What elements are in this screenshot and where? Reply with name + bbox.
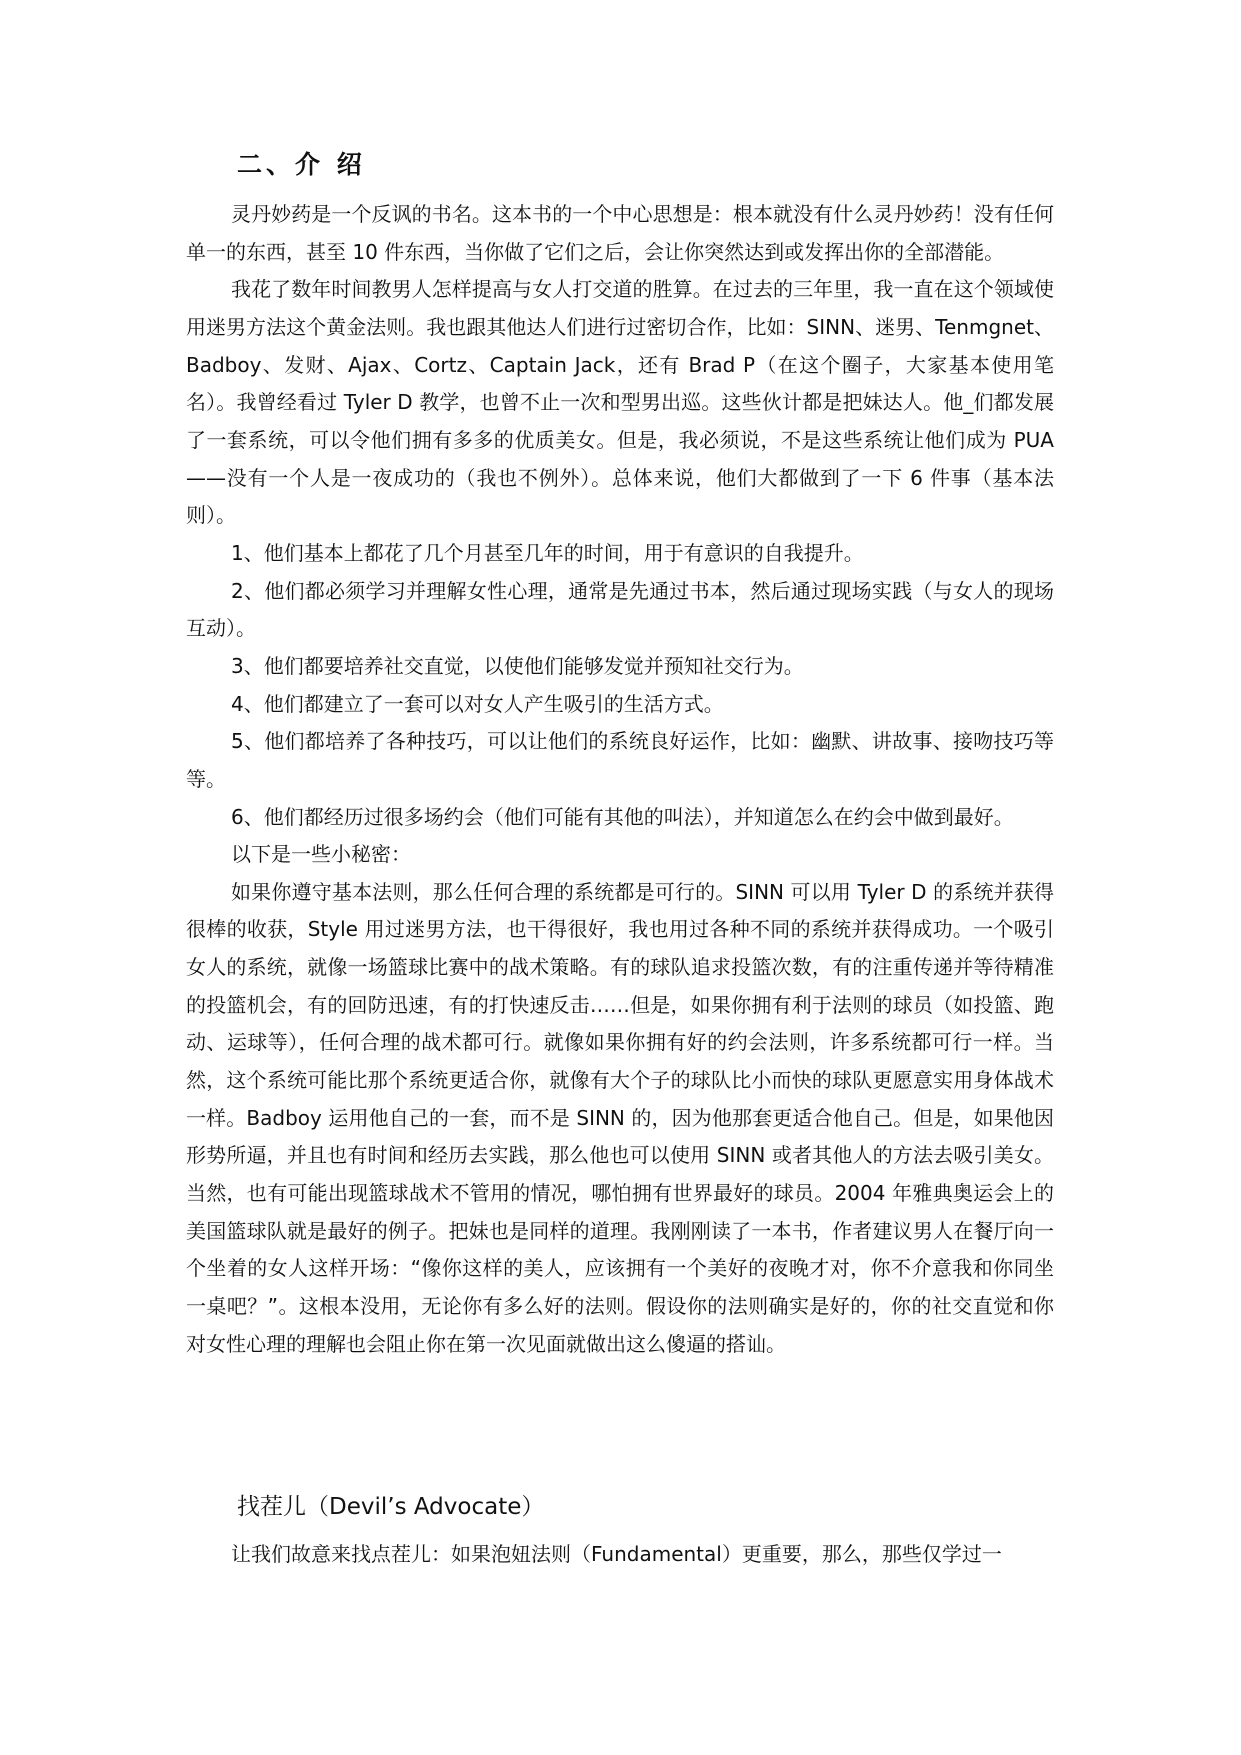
- paragraph-secrets: 如果你遵守基本法则，那么任何合理的系统都是可行的。SINN 可以用 Tyler D 的系统并获得很棒的收获，Style 用过迷男方法，也干得很好，我也用过各种不同的系统并获得成功。一个吸引女人的系统，就像一场篮球比赛中的战术策略。有的球队追求投篮次数，有的注重传递并等待精准的投篮机会，有的回防迅速，有的打快速反击……但是，如果你拥有利于法则的球员（如投篮、跑动、运球等），任何合理的战术都可行。就像如果你拥有好的约会法则，许多系统都可行一样。当然，这个系统可能比那个系统更适合你，就像有大个子的球队比小而快的球队更愿意实用身体战术一样。Badboy 运用他自己的一套，而不是 SINN 的，因为他那套更适合他自己。但是，如果他因形势所逼，并且也有时间和经历去实践，那么他也可以使用 SINN 或者其他人的方法去吸引美女。当然，也有可能出现篮球战术不管用的情况，哪怕拥有世界最好的球员。2004 年雅典奥运会上的美国篮球队就是最好的例子。把妹也是同样的道理。我刚刚读了一本书，作者建议男人在餐厅向一个坐着的女人这样开场：“像你这样的美人，应该拥有一个美好的夜晚才对，你不介意我和你同坐一桌吧？”。这根本没用，无论你有多么好的法则。假设你的法则确实是好的，你的社交直觉和你对女性心理的理解也会阻止你在第一次见面就做出这么傻逼的搭讪。: [186, 879, 1054, 1356]
- list-item-1: 1、他们基本上都花了几个月甚至几年的时间，用于有意识的自我提升。: [231, 540, 864, 565]
- list-item-6: 6、他们都经历过很多场约会（他们可能有其他的叫法），并知道怎么在约会中做到最好。: [231, 804, 1014, 829]
- list-item-5: 5、他们都培养了各种技巧，可以让他们的系统良好运作，比如：幽默、讲故事、接吻技巧等等。: [186, 729, 1054, 791]
- subsection-heading: 找茬儿（Devil’s Advocate）: [237, 1494, 545, 1520]
- paragraph-secrets-lead: 以下是一些小秘密：: [231, 842, 411, 867]
- section-heading: 二、介 绍: [237, 150, 366, 179]
- tail-text: [186, 1536, 1054, 1574]
- paragraph-experience: 我花了数年时间教男人怎样提高与女人打交道的胜算。在过去的三年里，我一直在这个领域使用迷男方法这个黄金法则。我也跟其他达人们进行过密切合作，比如：SINN、迷男、Tenmgnet、Badboy、发财、Ajax、Cortz、Captain Jack，还有 Brad P（在这个圈子，大家基本使用笔名）。我曾经看过 Tyler D 教学，也曾不止一次和型男出巡。这些伙计都是把妹达人。他_们都发展了一套系统，可以令他们拥有多多的优质美女。但是，我必须说，不是这些系统让他们成为 PUA——没有一个人是一夜成功的（我也不例外）。总体来说，他们大都做到了一下 6 件事（基本法则）。: [186, 277, 1054, 528]
- paragraph-intro: 灵丹妙药是一个反讽的书名。这本书的一个中心思想是：根本就没有什么灵丹妙药！没有任何单一的东西，甚至 10 件东西，当你做了它们之后，会让你突然达到或发挥出你的全部潜能。: [186, 202, 1054, 264]
- list-item-4: 4、他们都建立了一套可以对女人产生吸引的生活方式。: [231, 691, 724, 716]
- paragraph-devils-advocate: 让我们故意来找点茬儿：如果泡妞法则（Fundamental）更重要，那么，那些仅学过一: [231, 1542, 1002, 1566]
- list-item-2: 2、他们都必须学习并理解女性心理，通常是先通过书本，然后通过现场实践（与女人的现场互动）。: [186, 578, 1054, 641]
- body-text: [186, 196, 1054, 1363]
- list-item-3: 3、他们都要培养社交直觉，以使他们能够发觉并预知社交行为。: [231, 653, 804, 678]
